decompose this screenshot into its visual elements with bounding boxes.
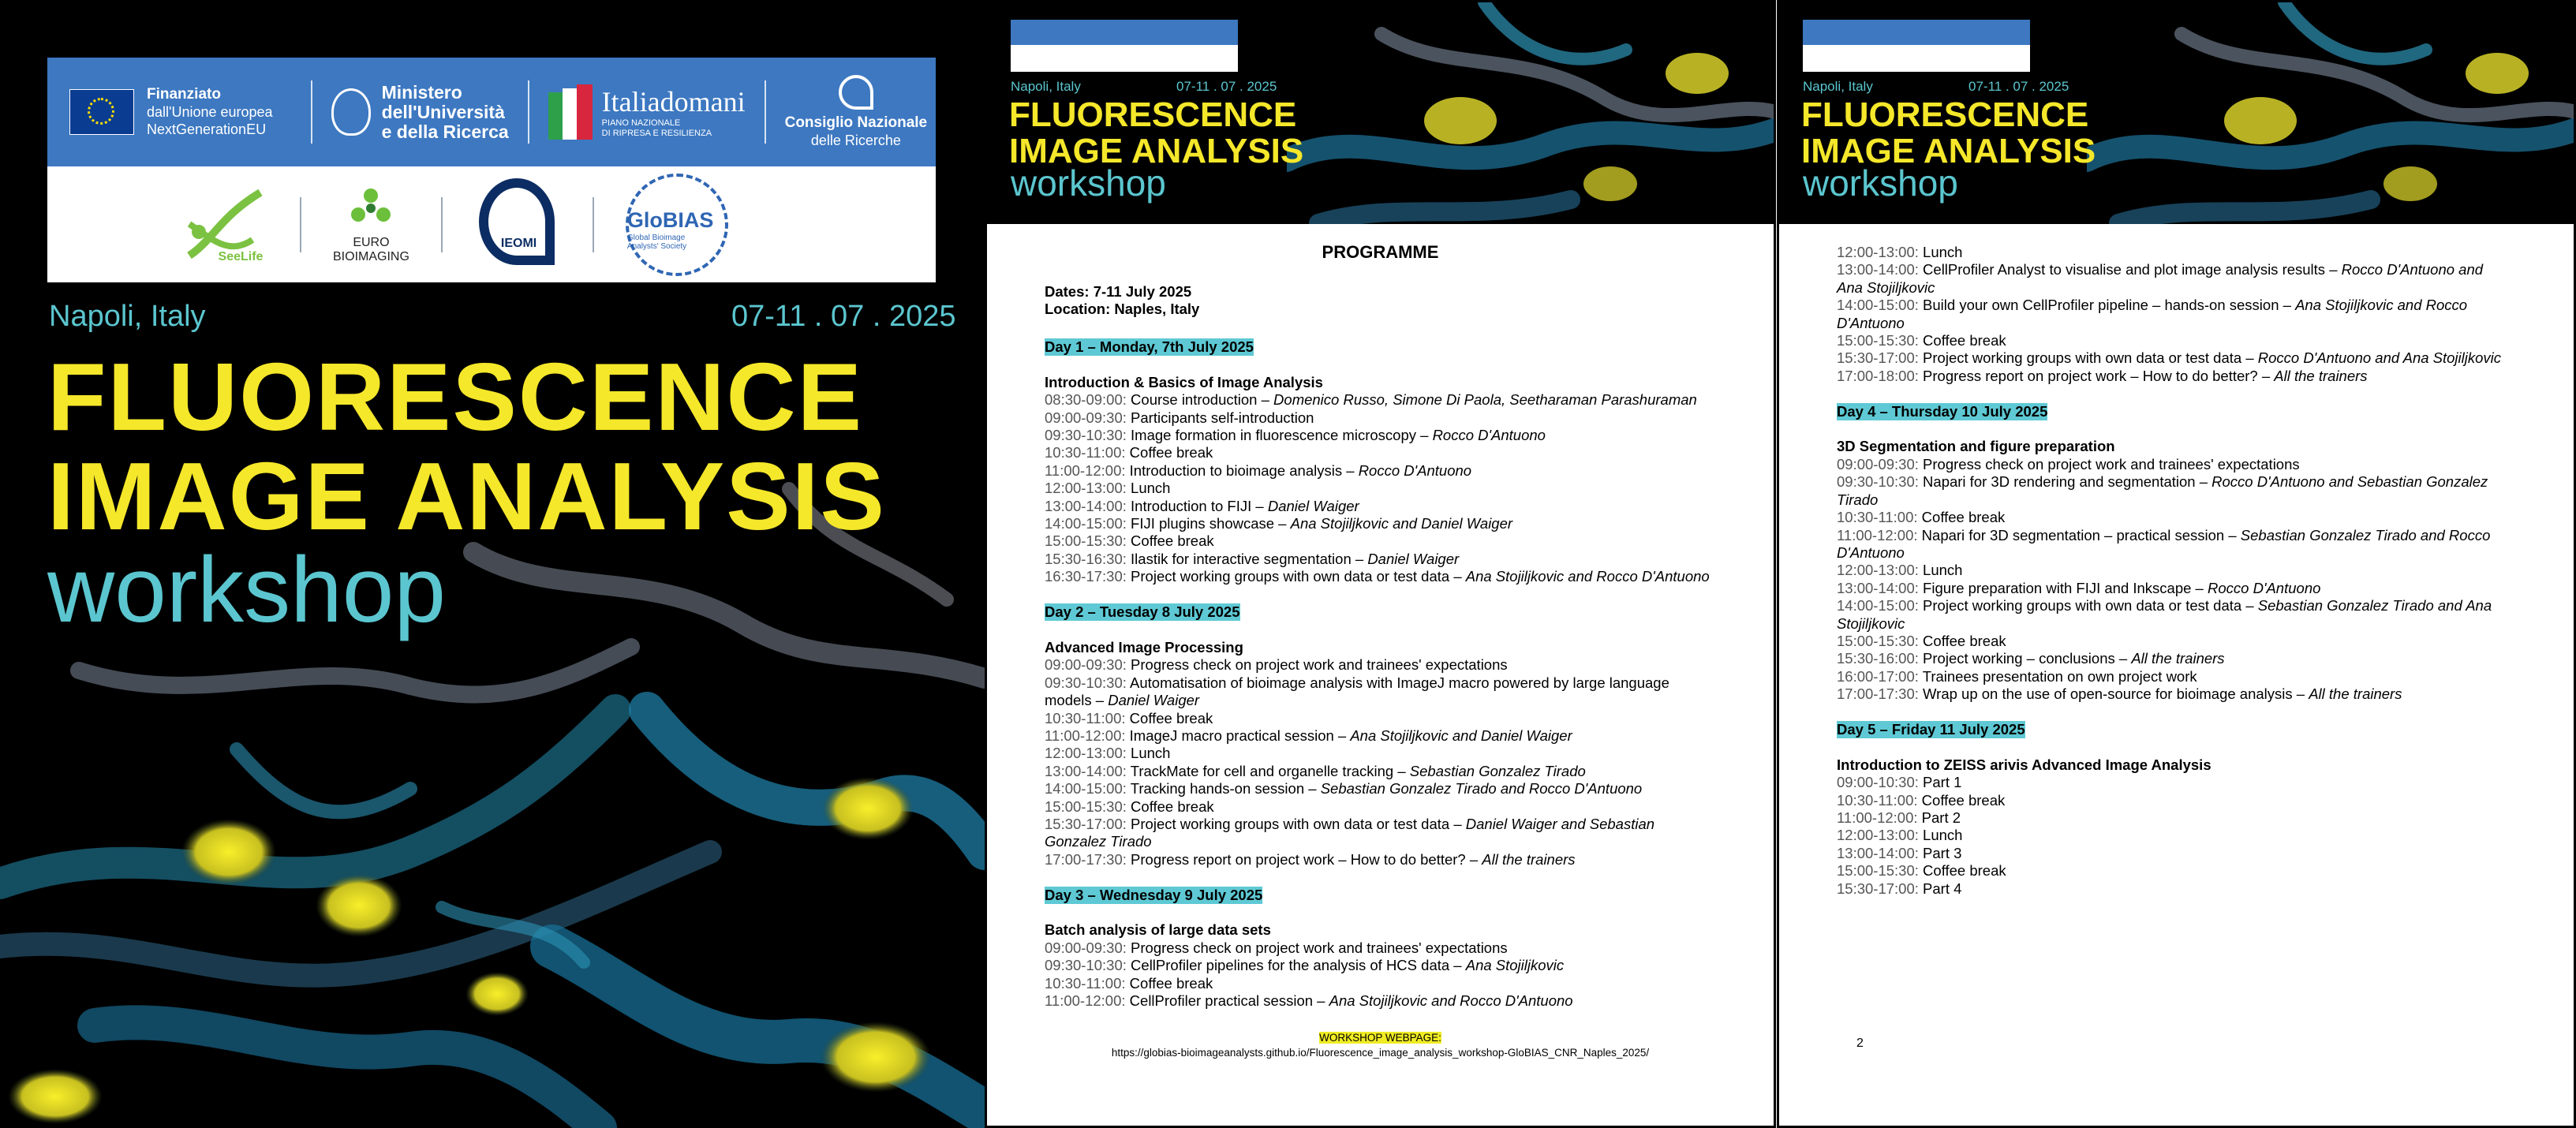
- schedule-item: [1045, 498, 1710, 515]
- activity: Project working groups with own data or test data –: [1126, 815, 1466, 832]
- eu-funding-text: Finanziato dall'Unione europea NextGenerationEU: [147, 86, 273, 137]
- trainers: Ana Stojiljkovic: [1837, 278, 1935, 296]
- activity: Wrap up on the use of open-source for bioimage analysis –: [1918, 685, 2309, 703]
- time-slot: 15:00-15:30:: [1045, 797, 1127, 815]
- time-slot: 14:00-15:00:: [1045, 515, 1127, 532]
- activity: Coffee break: [1918, 332, 2006, 349]
- cnr-logo: Consiglio Nazionale delle Ricerche: [785, 75, 928, 149]
- activity: Coffee break: [1125, 974, 1213, 992]
- schedule-item: [1045, 939, 1710, 957]
- time-slot: 15:30-17:00:: [1837, 349, 1919, 367]
- activity: Lunch: [1126, 745, 1171, 762]
- activity: Coffee break: [1918, 862, 2006, 880]
- schedule-item: [1045, 992, 1710, 1010]
- time-slot: 15:30-16:30:: [1045, 550, 1127, 567]
- italian-republic-emblem-icon: [331, 88, 371, 136]
- schedule-item: [1045, 532, 1710, 550]
- trainers: Rocco D'Antuono: [1432, 427, 1546, 444]
- header-title: FLUORESCENCE IMAGE ANALYSIS: [1009, 95, 1304, 170]
- header-logo-strip: [1011, 20, 1238, 72]
- activity: Coffee break: [1126, 532, 1214, 550]
- activity: TrackMate for cell and organelle tracking –: [1126, 762, 1410, 779]
- schedule-item: [1045, 674, 1710, 692]
- schedule-item: [1837, 527, 2501, 544]
- time-slot: 13:00-14:00:: [1045, 762, 1127, 779]
- activity: Project working groups with own data or test data –: [1918, 597, 2258, 614]
- time-slot: 09:00-10:30:: [1837, 774, 1919, 791]
- time-slot: 15:30-17:00:: [1837, 880, 1919, 897]
- programme-page-2: [1777, 0, 2576, 1128]
- time-slot: 09:30-10:30:: [1045, 674, 1127, 691]
- programme-meta: Dates: 7-11 July 2025 Location: Naples, Italy: [1045, 283, 1200, 318]
- time-slot: 12:00-13:00:: [1837, 244, 1919, 260]
- activity: Build your own CellProfiler pipeline – hands-on session –: [1918, 297, 2296, 314]
- schedule-item: [1045, 656, 1710, 674]
- activity: CellProfiler practical session –: [1125, 992, 1329, 1010]
- time-slot: 10:30-11:00:: [1045, 974, 1126, 992]
- time-slot: 09:30-10:30:: [1837, 473, 1919, 491]
- blank-line: [1837, 385, 2501, 402]
- seelife-logo: SeeLife: [181, 185, 268, 264]
- programme-page-1: [985, 0, 1776, 1128]
- schedule-item: [1837, 650, 2501, 667]
- day-heading: Day 1 – Monday, 7th July 2025: [1045, 338, 1254, 355]
- activity: Part 2: [1917, 809, 1961, 826]
- time-slot: 15:30-17:00:: [1045, 815, 1127, 832]
- blank-line: [1045, 904, 1710, 921]
- activity: models –: [1045, 692, 1109, 709]
- header-dates: 07-11 . 07 . 2025: [1176, 79, 1277, 94]
- schedule-item: [1837, 580, 2501, 597]
- trainers: Stojiljkovic: [1837, 614, 1905, 632]
- schedule-item: [1837, 668, 2501, 685]
- schedule-item: [1837, 279, 2501, 297]
- section-heading: 3D Segmentation and figure preparation: [1837, 438, 2115, 455]
- time-slot: 11:00-12:00:: [1045, 992, 1126, 1010]
- schedule-item: [1045, 409, 1710, 427]
- schedule-item: [1045, 745, 1710, 762]
- activity: Coffee break: [1125, 709, 1213, 726]
- header-location: Napoli, Italy: [1011, 79, 1081, 94]
- time-slot: 11:00-12:00:: [1045, 461, 1126, 479]
- workshop-webpage-link[interactable]: https://globias-bioimageanalysts.github.io/Fluorescence_image_analysis_workshop-GloBIAS_CNR_Naples_2025/: [1111, 1047, 1650, 1059]
- time-slot: 09:00-09:30:: [1837, 455, 1919, 472]
- schedule-item: [1045, 515, 1710, 532]
- trainers: Rocco D'Antuono and Sebastian Gonzalez: [2211, 473, 2488, 491]
- activity: CellProfiler Analyst to visualise and plot image analysis results –: [1918, 261, 2342, 278]
- activity: Napari for 3D rendering and segmentation –: [1918, 473, 2212, 491]
- time-slot: 09:00-09:30:: [1045, 409, 1127, 426]
- cnr-icon: [839, 75, 873, 110]
- activity: Progress check on project work and trainees' expectations: [1126, 656, 1508, 674]
- time-slot: 12:00-13:00:: [1837, 562, 1919, 579]
- schedule-item: [1837, 792, 2501, 809]
- blank-line: [1837, 738, 2501, 756]
- trainers: Rocco D'Antuono and Ana Stojiljkovic: [2257, 349, 2502, 367]
- trainers: Ana Stojiljkovic and Daniel Waiger: [1350, 726, 1572, 744]
- blank-line: [1045, 868, 1710, 886]
- activity: Napari for 3D segmentation – practical session –: [1917, 526, 2241, 543]
- time-slot: 11:00-12:00:: [1837, 809, 1918, 826]
- time-slot: 16:30-17:30:: [1045, 568, 1127, 585]
- schedule-item: [1045, 391, 1710, 409]
- partner-logos: [47, 166, 936, 282]
- activity: Progress report on project work – How to do better? –: [1918, 367, 2275, 384]
- schedule-item: [1837, 544, 2501, 562]
- page-header-banner: [987, 2, 1774, 224]
- time-slot: 17:00-18:00:: [1837, 367, 1919, 384]
- section-heading: Batch analysis of large data sets: [1045, 921, 1271, 939]
- trainers: Ana Stojiljkovic and Rocco D'Antuono: [1465, 568, 1710, 585]
- trainers: Ana Stojiljkovic and Rocco D'Antuono: [1329, 992, 1573, 1010]
- schedule-item: [1837, 880, 2501, 898]
- time-slot: 15:00-15:30:: [1837, 632, 1919, 649]
- activity: Coffee break: [1125, 444, 1213, 461]
- header-title: FLUORESCENCE IMAGE ANALYSIS: [1801, 95, 2096, 170]
- trainers: D'Antuono: [1837, 543, 1905, 561]
- schedule-item: [1837, 473, 2501, 491]
- schedule-item: [1045, 851, 1710, 868]
- activity: Tracking hands-on session –: [1126, 780, 1321, 797]
- activity: Part 1: [1918, 774, 1962, 791]
- activity: Part 4: [1918, 880, 1962, 897]
- schedule-item: [1837, 809, 2501, 827]
- time-slot: 15:30-16:00:: [1837, 650, 1919, 667]
- schedule-item: [1045, 692, 1710, 709]
- schedule-item: [1837, 456, 2501, 473]
- schedule-item: [1045, 816, 1710, 833]
- trainers: Sebastian Gonzalez Tirado: [1409, 762, 1586, 779]
- schedule-item: [1045, 763, 1710, 780]
- schedule-item: [1045, 798, 1710, 816]
- activity: Image formation in fluorescence microscopy –: [1126, 427, 1433, 444]
- activity: Project working – conclusions –: [1918, 650, 2132, 667]
- blank-line: [1045, 586, 1710, 603]
- blank-line: [1045, 356, 1710, 373]
- activity: Introduction to bioimage analysis –: [1125, 461, 1359, 479]
- blank-line: [1837, 704, 2501, 721]
- time-slot: 11:00-12:00:: [1045, 726, 1126, 744]
- activity: Coffee break: [1917, 791, 2006, 809]
- activity: Lunch: [1918, 562, 1963, 579]
- schedule-list-page1: [1045, 338, 1710, 1010]
- activity: Ilastik for interactive segmentation –: [1126, 550, 1368, 567]
- time-slot: 10:30-11:00:: [1837, 509, 1918, 526]
- schedule-item: [1837, 509, 2501, 526]
- poster-location: Napoli, Italy: [49, 300, 206, 333]
- activity: Progress check on project work and trainees' expectations: [1918, 455, 2300, 472]
- section-heading: Introduction & Basics of Image Analysis: [1045, 373, 1323, 390]
- schedule-item: [1045, 975, 1710, 992]
- trainers: Rocco D'Antuono and: [2341, 261, 2484, 278]
- time-slot: 08:30-09:00:: [1045, 391, 1127, 409]
- trainers: Ana Stojiljkovic: [1465, 957, 1565, 974]
- activity: Progress check on project work and trainees' expectations: [1126, 939, 1508, 956]
- time-slot: 15:00-15:30:: [1045, 532, 1127, 550]
- time-slot: 09:30-10:30:: [1045, 957, 1127, 974]
- schedule-item: [1837, 562, 2501, 579]
- activity: Course introduction –: [1126, 391, 1274, 409]
- poster-title-line2: IMAGE ANALYSIS: [47, 443, 886, 550]
- header-dates: 07-11 . 07 . 2025: [1968, 79, 2069, 94]
- schedule-item: [1837, 244, 2501, 261]
- activity: FIJI plugins showcase –: [1126, 515, 1291, 532]
- schedule-item: [1837, 633, 2501, 650]
- trainers: Daniel Waiger: [1108, 692, 1200, 709]
- poster-subtitle: workshop: [47, 538, 447, 642]
- schedule-item: [1837, 845, 2501, 862]
- blank-line: [1837, 420, 2501, 438]
- ieomi-logo: IEOMI: [474, 174, 561, 276]
- schedule-item: [1837, 615, 2501, 633]
- time-slot: 10:30-11:00:: [1837, 791, 1918, 809]
- time-slot: 12:00-13:00:: [1045, 745, 1127, 762]
- time-slot: 14:00-15:00:: [1837, 597, 1919, 614]
- header-cells-image: [2087, 2, 2574, 224]
- activity: Coffee break: [1917, 509, 2006, 526]
- schedule-item: [1837, 332, 2501, 349]
- italiadomani-logo-text: Italiadomani: [601, 86, 746, 118]
- day-heading: Day 2 – Tuesday 8 July 2025: [1045, 603, 1240, 621]
- header-logo-strip: [1803, 20, 2030, 72]
- schedule-item: [1045, 780, 1710, 797]
- trainers: Sebastian Gonzalez Tirado and Rocco: [2240, 526, 2491, 543]
- activity: Participants self-introduction: [1126, 409, 1314, 426]
- trainers: Tirado: [1837, 491, 1879, 508]
- activity: CellProfiler pipelines for the analysis of HCS data –: [1126, 957, 1466, 974]
- trainers: Rocco D'Antuono: [2208, 579, 2321, 596]
- time-slot: 13:00-14:00:: [1045, 497, 1127, 514]
- schedule-item: [1837, 368, 2501, 385]
- schedule-item: [1837, 597, 2501, 614]
- trainers: All the trainers: [2131, 650, 2225, 667]
- programme-heading: PROGRAMME: [1322, 242, 1439, 262]
- mur-text: Ministero dell'Università e della Ricerca: [381, 81, 509, 142]
- activity: Figure preparation with FIJI and Inkscape –: [1918, 579, 2208, 596]
- schedule-item: [1045, 710, 1710, 727]
- globias-logo: GloBIAS Global Bioimage Analysts' Society: [626, 174, 736, 276]
- time-slot: 09:00-09:30:: [1045, 939, 1127, 956]
- day-heading: Day 4 – Thursday 10 July 2025: [1837, 402, 2048, 420]
- trainers: Ana Stojiljkovic and Daniel Waiger: [1290, 515, 1513, 532]
- activity: Coffee break: [1126, 797, 1214, 815]
- activity: Progress report on project work – How to do better? –: [1126, 850, 1482, 868]
- poster-dates: 07-11 . 07 . 2025: [731, 300, 956, 333]
- blank-line: [1045, 622, 1710, 639]
- schedule-item: [1045, 957, 1710, 974]
- time-slot: 12:00-13:00:: [1045, 480, 1127, 497]
- activity: Project working groups with own data or test data –: [1918, 349, 2258, 367]
- schedule-item: [1045, 427, 1710, 444]
- time-slot: 13:00-14:00:: [1837, 844, 1919, 861]
- trainers: All the trainers: [1482, 850, 1576, 868]
- activity: ImageJ macro practical session –: [1125, 726, 1351, 744]
- time-slot: 15:00-15:30:: [1837, 862, 1919, 880]
- time-slot: 17:00-17:30:: [1045, 850, 1127, 868]
- trainers: Sebastian Gonzalez Tirado and Ana: [2257, 597, 2492, 614]
- schedule-item: [1045, 462, 1710, 480]
- day-heading: Day 3 – Wednesday 9 July 2025: [1045, 886, 1263, 903]
- poster-title-line1: FLUORESCENCE: [47, 343, 863, 450]
- time-slot: 16:00-17:00:: [1837, 667, 1919, 685]
- schedule-item: [1837, 862, 2501, 880]
- schedule-item: [1837, 491, 2501, 509]
- header-location: Napoli, Italy: [1803, 79, 1873, 94]
- activity: Lunch: [1918, 244, 1963, 260]
- trainers: D'Antuono: [1837, 314, 1905, 331]
- trainers: Ana Stojiljkovic and Rocco: [2295, 297, 2468, 314]
- page-number: 2: [1856, 1036, 1864, 1050]
- activity: Lunch: [1126, 480, 1171, 497]
- header-subtitle: workshop: [1803, 162, 1958, 204]
- trainers: Rocco D'Antuono: [1358, 461, 1472, 479]
- time-slot: 12:00-13:00:: [1837, 827, 1919, 844]
- schedule-item: [1045, 480, 1710, 497]
- time-slot: 10:30-11:00:: [1045, 709, 1126, 726]
- schedule-item: [1837, 685, 2501, 703]
- time-slot: 10:30-11:00:: [1045, 444, 1126, 461]
- trainers: Sebastian Gonzalez Tirado and Rocco D'Antuono: [1320, 780, 1643, 797]
- poster-cover: [0, 0, 985, 1128]
- activity: Introduction to FIJI –: [1126, 497, 1268, 514]
- time-slot: 13:00-14:00:: [1837, 261, 1919, 278]
- section-heading: Advanced Image Processing: [1045, 638, 1243, 656]
- ieomi-icon: [479, 178, 555, 265]
- trainers: All the trainers: [2274, 367, 2368, 384]
- trainers: Domenico Russo, Simone Di Paola, Seetharaman Parashuraman: [1273, 391, 1697, 409]
- activity: Trainees presentation on own project work: [1918, 667, 2197, 685]
- time-slot: 15:00-15:30:: [1837, 332, 1919, 349]
- schedule-item: [1837, 297, 2501, 314]
- schedule-item: [1045, 551, 1710, 568]
- schedule-item: [1837, 315, 2501, 332]
- schedule-item: [1045, 833, 1710, 850]
- trainers: Daniel Waiger and Sebastian: [1465, 815, 1655, 832]
- trainers: Daniel Waiger: [1267, 497, 1359, 514]
- schedule-item: [1045, 727, 1710, 745]
- eu-flag-icon: [69, 89, 134, 135]
- activity: Automatisation of bioimage analysis with ImageJ macro powered by large language: [1126, 674, 1669, 691]
- header-subtitle: workshop: [1011, 162, 1166, 204]
- eurobioimaging-logo: EURO BIOIMAGING: [333, 185, 409, 264]
- workshop-webpage-label: WORKSHOP WEBPAGE:: [1319, 1032, 1441, 1044]
- schedule-item: [1045, 444, 1710, 461]
- schedule-item: [1045, 568, 1710, 585]
- eurobioimaging-icon: [347, 185, 394, 232]
- schedule-item: [1837, 774, 2501, 791]
- time-slot: 14:00-15:00:: [1837, 297, 1919, 314]
- activity: Project working groups with own data or test data –: [1126, 568, 1466, 585]
- time-slot: 09:00-09:30:: [1045, 656, 1127, 674]
- italiadomani-flag-icon: [548, 84, 594, 140]
- funding-logo-bar: [47, 58, 936, 282]
- trainers: Daniel Waiger: [1367, 550, 1460, 567]
- trainers: Gonzalez Tirado: [1045, 833, 1152, 850]
- time-slot: 17:00-17:30:: [1837, 685, 1919, 703]
- time-slot: 14:00-15:00:: [1045, 780, 1127, 797]
- section-heading: Introduction to ZEISS arivis Advanced Image Analysis: [1837, 756, 2211, 773]
- schedule-item: [1837, 261, 2501, 278]
- schedule-list-page2: [1837, 244, 2501, 898]
- time-slot: 09:30-10:30:: [1045, 427, 1127, 444]
- page-header-banner: [1779, 2, 2574, 224]
- activity: Part 3: [1918, 844, 1962, 861]
- time-slot: 13:00-14:00:: [1837, 579, 1919, 596]
- activity: Lunch: [1918, 827, 1963, 844]
- time-slot: 11:00-12:00:: [1837, 526, 1918, 543]
- activity: Coffee break: [1918, 632, 2006, 649]
- header-cells-image: [1287, 2, 1774, 224]
- schedule-item: [1837, 349, 2501, 367]
- day-heading: Day 5 – Friday 11 July 2025: [1837, 720, 2025, 738]
- trainers: All the trainers: [2309, 685, 2402, 703]
- funder-logos: Finanziato dall'Unione europea NextGenerationEU Ministero dell'Università e della Ricerca Italiadomani PIANO NAZIONALE DI RIPRESA E RESILIENZA Consiglio Nazionale delle Ricerche: [47, 58, 936, 166]
- schedule-item: [1837, 827, 2501, 844]
